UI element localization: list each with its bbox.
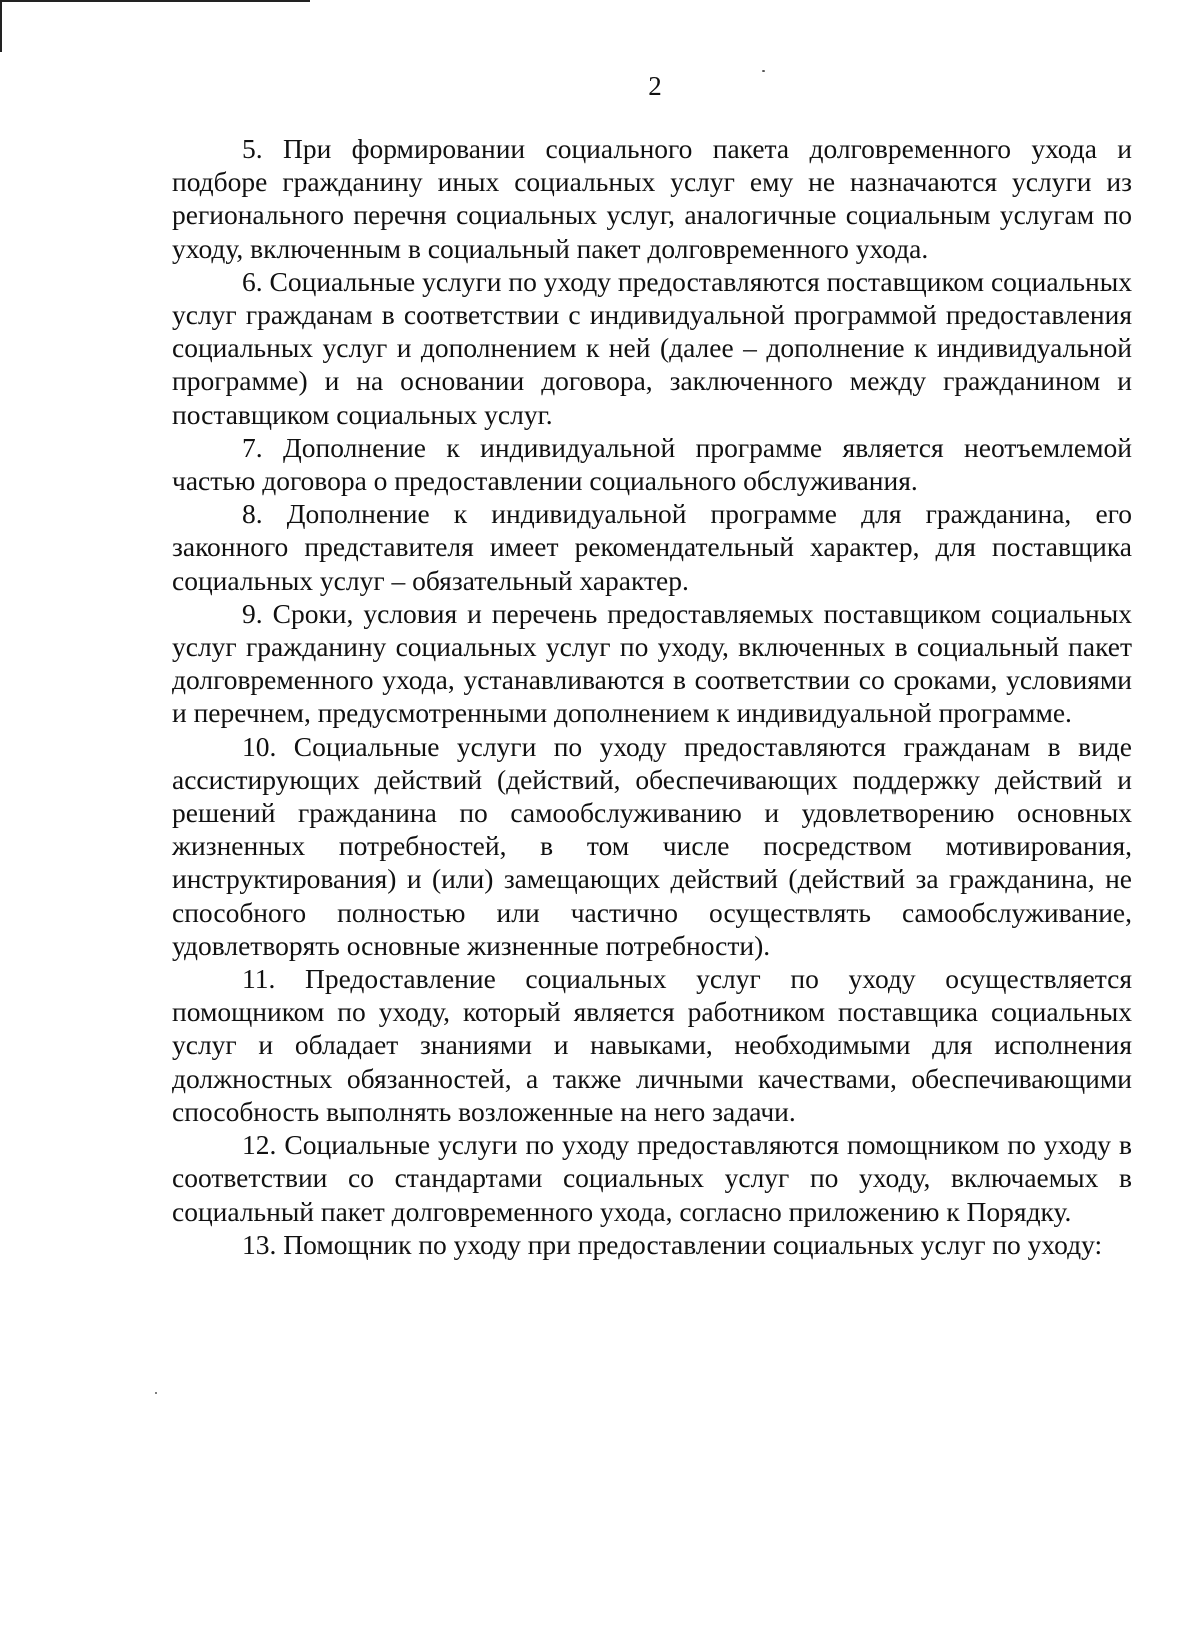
page-number: 2: [648, 71, 662, 101]
paragraph-6: 6. Социальные услуги по уходу предоставляются поставщиком социальных услуг гражданам в соответствии с индивидуальной программой предоставления социальных услуг и дополнением к ней (далее – дополнение к индивидуальной программе) и на основании договора, заключенного между гражданином и поставщиком социальных услуг.: [172, 265, 1132, 430]
document-body: [172, 132, 1132, 1261]
paragraph-7: 7. Дополнение к индивидуальной программе является неотъемлемой частью договора о предоставлении социального обслуживания.: [172, 431, 1132, 497]
paragraph-9: 9. Сроки, условия и перечень предоставляемых поставщиком социальных услуг гражданину социальных услуг по уходу, включенных в социальный пакет долговременного ухода, устанавливаются в соответствии со сроками, условиями и перечнем, предусмотренными дополнением к индивидуальной программе.: [172, 597, 1132, 729]
scan-speck: [155, 1392, 157, 1394]
paragraph-13: 13. Помощник по уходу при предоставлении социальных услуг по уходу:: [242, 1228, 1103, 1260]
paragraph-11: 11. Предоставление социальных услуг по уходу осуществляется помощником по уходу, который является работником поставщика социальных услуг и обладает знаниями и навыками, необходимыми для исполнения должностных обязанностей, а также личными качествами, обеспечивающими способность выполнять возложенные на него задачи.: [172, 963, 1132, 1127]
paragraph-5: 5. При формировании социального пакета долговременного ухода и подборе гражданину иных социальных услуг ему не назначаются услуги из регионального перечня социальных услуг, аналогичные социальным услугам по уходу, включенным в социальный пакет долговременного ухода.: [172, 133, 1132, 264]
scan-border-top: [0, 0, 310, 2]
paragraph-10: 10. Социальные услуги по уходу предоставляются гражданам в виде ассистирующих действий (действий, обеспечивающих поддержку действий и решений гражданина по самообслуживанию и удовлетворению основных жизненных потребностей, в том числе посредством мотивирования, инструктирования) и (или) замещающих действий (действий за гражданина, не способного полностью или частично осуществлять самообслуживание, удовлетворять основные жизненные потребности).: [172, 730, 1132, 961]
paragraph-12: 12. Социальные услуги по уходу предоставляются помощником по уходу в соответствии со стандартами социальных услуг по уходу, включаемых в социальный пакет долговременного ухода, согласно приложению к Порядку.: [172, 1129, 1132, 1227]
paragraph-8: 8. Дополнение к индивидуальной программе для гражданина, его законного представителя имеет рекомендательный характер, для поставщика социальных услуг – обязательный характер.: [172, 498, 1132, 596]
scan-border-left: [0, 0, 2, 52]
scan-speck: [762, 70, 765, 72]
